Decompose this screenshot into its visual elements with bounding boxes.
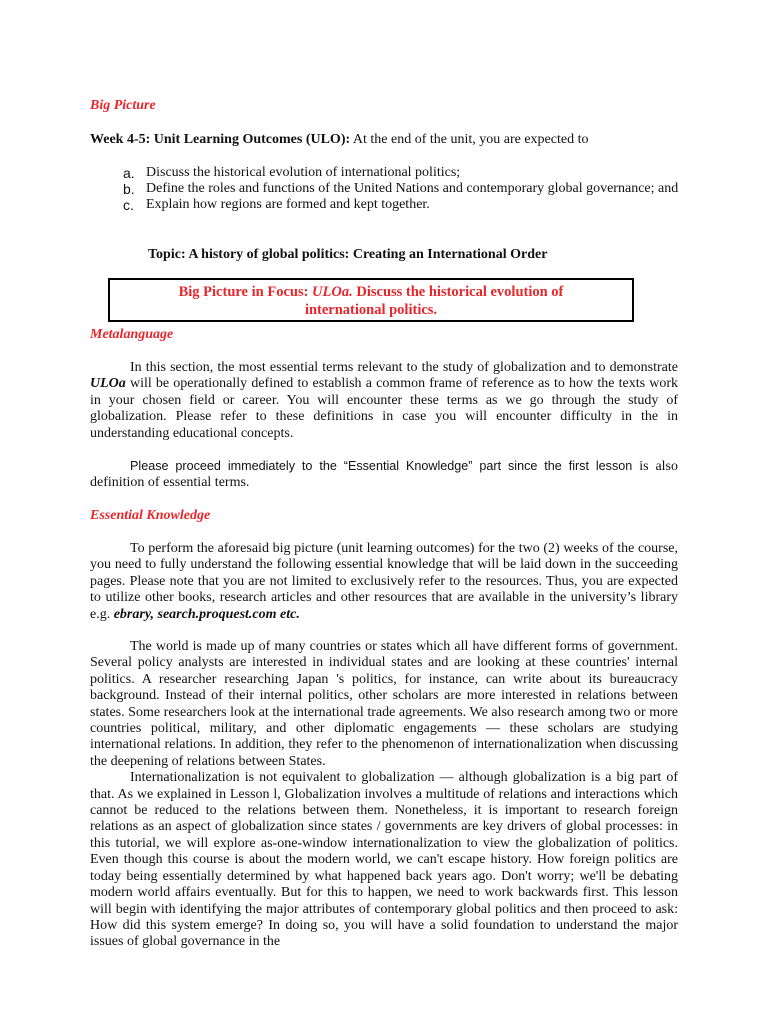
list-marker: a.	[123, 165, 135, 181]
essential-p3-text: Internationalization is not equivalent to globalization — although globalization is a big part of that. As we explained in Lesson l, Globalization involves a multitude of relations and interactions which cannot be reduced to the relations between them. Nonetheless, it is important to research foreign relations as an aspect of globalization since states / governments are key drivers of global processes: in this tutorial, we will explore as-one-window internationalization to view the globalization of politics. Even though this course is about the modern world, we can't escape history. How foreign politics are today being essentially determined by what happened back years ago. Don't worry; we'll be debating modern world affairs eventually. But for this to happen, we need to work backwards first. This lesson will begin with identifying the major attributes of contemporary global politics and then proceed to ask: How did this system emerge? In doing so, you will have a solid foundation to understand the major issues of global governance in the	[90, 770, 678, 950]
essential-p1-text: To perform the aforesaid big picture (unit learning outcomes) for the two (2) weeks of the course, you need to fully understand the following essential knowledge that will be laid down in the succeeding pages. Please note that you are not limited to exclusively refer to the resources. Thus, you are expected to utilize other books, research articles and other resources that are available in the university’s library e.g.	[90, 541, 678, 622]
metalanguage-heading: Metalanguage	[90, 327, 174, 342]
meta-text-start: In this section, the most essential terms relevant to the study of globalization and to demonstrate	[130, 360, 678, 375]
meta-text-end: will be operationally defined to establish a common frame of reference as to how the texts work in your chosen field or career. You will encounter these terms as we go through the study of globalization. Please refer to these definitions in case you will encounter difficulty in the in understanding educational concepts.	[90, 376, 678, 441]
meta-p2-sans: Please proceed immediately to the “Essential Knowledge” part since the first lesson	[130, 459, 633, 473]
list-item-text: Explain how regions are formed and kept together.	[146, 197, 430, 212]
focus-line-2: international politics.	[304, 302, 438, 318]
meta-ulo-term: ULOa	[90, 376, 126, 392]
focus-rest: Discuss the historical evolution of	[352, 284, 564, 300]
focus-code: ULOa.	[312, 284, 353, 300]
ulo-intro-text: At the end of the unit, you are expected to	[350, 132, 589, 147]
list-marker: c.	[123, 197, 134, 213]
ulo-intro	[90, 132, 588, 148]
essential-p1-resources: ebrary, search.proquest.com etc.	[113, 606, 300, 622]
list-item-text: Define the roles and functions of the United Nations and contemporary global governance; and	[146, 181, 679, 196]
list-marker: b.	[123, 181, 135, 197]
topic-title: Topic: A history of global politics: Creating an International Order	[148, 247, 548, 262]
essential-paragraph-1	[90, 541, 678, 623]
focus-prefix: Big Picture in Focus:	[178, 284, 313, 300]
metalanguage-paragraph-2	[90, 458, 678, 492]
focus-line-1	[110, 283, 632, 301]
list-item-text: Discuss the historical evolution of international politics;	[146, 165, 461, 180]
essential-knowledge-heading: Essential Knowledge	[90, 508, 211, 523]
essential-paragraph-2	[90, 639, 678, 951]
meta-p2-serif: is also definition of essential terms.	[90, 459, 679, 491]
metalanguage-paragraph	[90, 360, 678, 442]
essential-p2-text: The world is made up of many countries or states which all have different forms of government. Several policy analysts are interested in individual states and are looking at these countries' internal politics. A researcher researching Japan 's politics, for instance, can write about its bureaucracy background. Instead of their internal politics, other scholars are more interested in relations between states. Some researchers look at the international trade agreements. We also research among two or more countries political, military, and other diplomatic engagements — these scholars are studying international relations. In addition, they refer to the phenomenon of internationalization when discussing the deepening of relations between States.	[90, 639, 678, 769]
big-picture-focus-box	[108, 278, 634, 322]
big-picture-heading: Big Picture	[90, 98, 156, 113]
ulo-label: Week 4-5: Unit Learning Outcomes (ULO):	[90, 132, 351, 147]
